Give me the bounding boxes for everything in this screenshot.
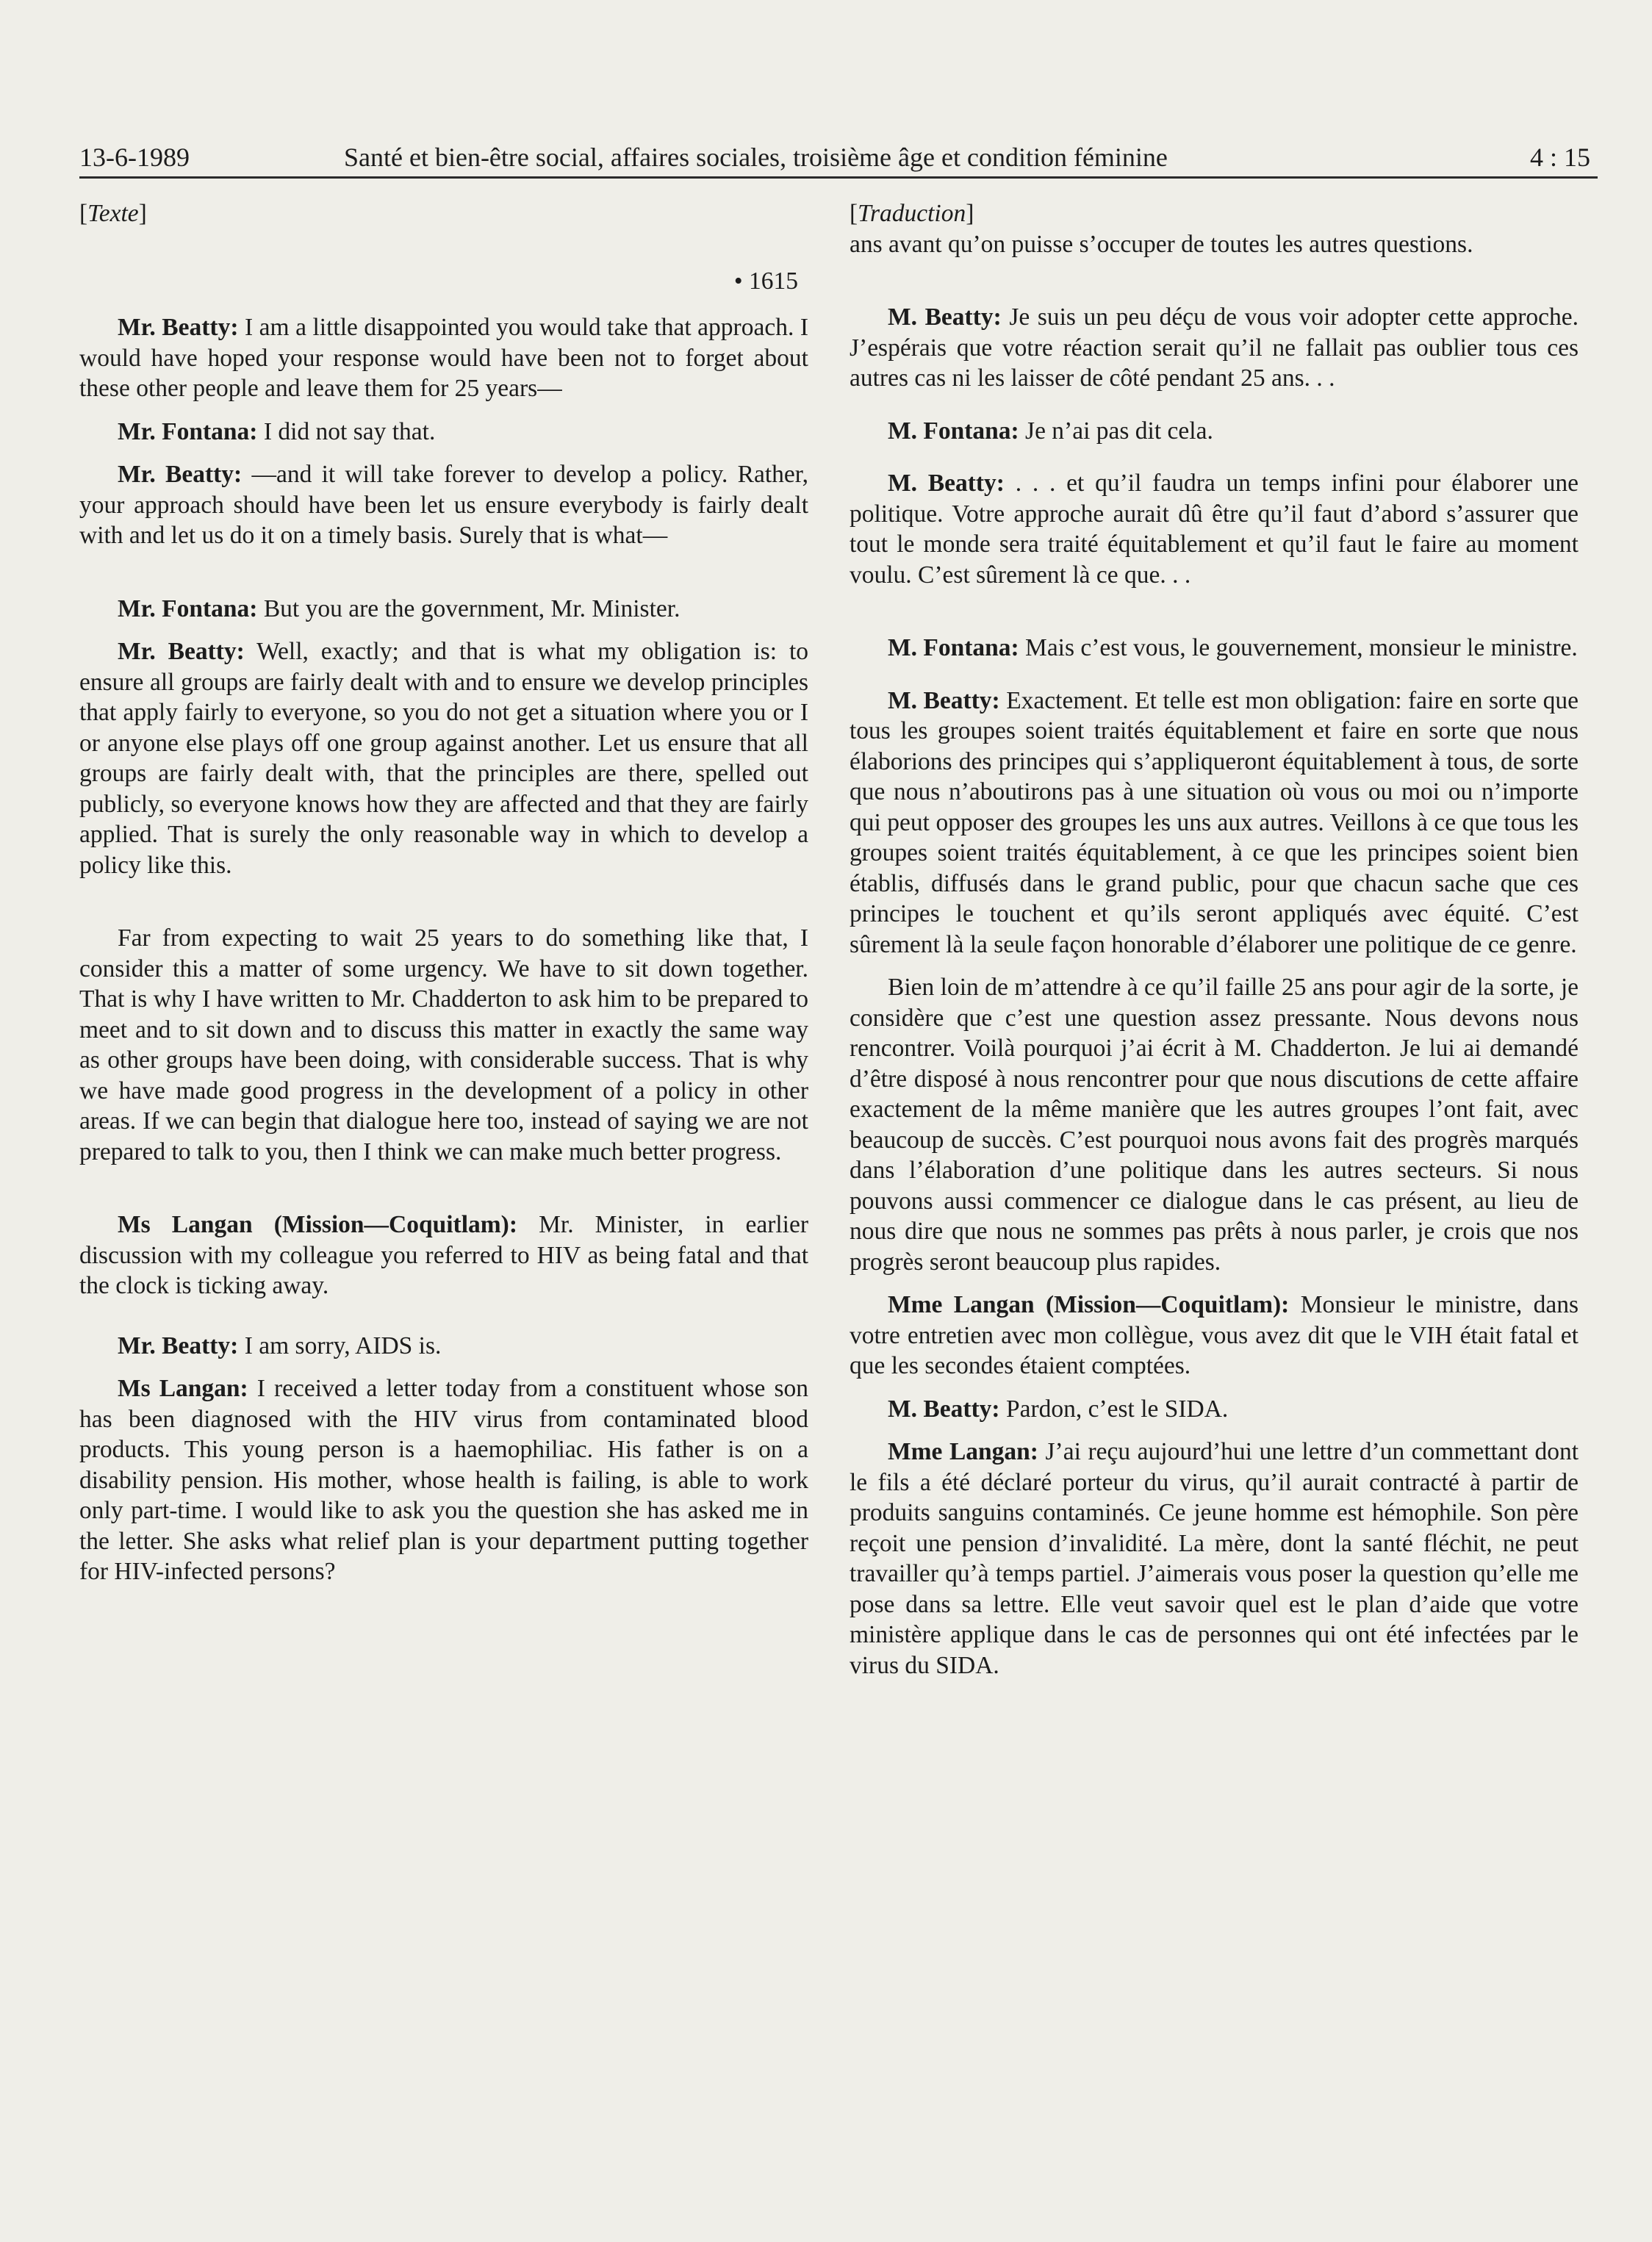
speaker: Ms Langan (Mission—Coquitlam): — [118, 1211, 517, 1238]
paragraph: Bien loin de m’attendre à ce qu’il faille 25 ans pour agir de la sorte, je considère que c’est une question assez pressante. Nous devons nous rencontrer. Voilà pourquoi j’ai écrit à M. Chadderton. Je lui ai demandé d’être disposé à nous rencontrer pour que nous discutions de cette affaire exactement de la même manière que les autres groupes l’ont fait, avec beaucoup de succès. C’est pourquoi nous avons fait des progrès marqués dans l’élaboration d’une politique dans les autres secteurs. Si nous pouvons aussi commencer ce dialogue dans le cas présent, au lieu de nous dire que nous ne sommes pas prêts à nous parler, je crois que nos progrès seront beaucoup plus rapides. — [850, 974, 1579, 1276]
speaker: Mr. Beatty: — [118, 638, 245, 665]
speaker: Mr. Fontana: — [118, 417, 258, 445]
paragraph: Mr. Beatty: Well, exactly; and that is what my obligation is: to ensure all groups are fairly dealt with and to ensure we develop principles that apply fairly to everyone, so you do not get a situation where you or I or anyone else plays off one group against another. Let us ensure that all groups are fairly dealt with, that the principles are there, spelled out publicly, so everyone knows how they are affected and that they are fairly applied. That is surely the only reasonable way in which to develop a policy like this. — [79, 638, 808, 879]
paragraph: M. Beatty: Pardon, c’est le SIDA. — [888, 1395, 1229, 1423]
header-rule — [79, 176, 1598, 179]
speaker: M. Beatty: — [888, 470, 1005, 497]
header-page-number: 4 : 15 — [1529, 143, 1590, 172]
speaker: Mme Langan (Mission—Coquitlam): — [888, 1291, 1290, 1318]
speaker: M. Fontana: — [888, 634, 1019, 661]
paragraph: Mme Langan (Mission—Coquitlam): Monsieur le ministre, dans votre entretien avec mon collègue, vous avez dit que le VIH était fatal et que les secondes étaient comptées. — [850, 1291, 1579, 1379]
page-header — [79, 138, 1598, 176]
header-title: Santé et bien-être social, affaires sociales, troisième âge et condition féminine — [344, 143, 1168, 172]
speaker: Mr. Beatty: — [118, 461, 243, 488]
english-column — [79, 198, 808, 1600]
time-marker: • 1615 — [733, 267, 798, 295]
paragraph: ans avant qu’on puisse s’occuper de toutes les autres questions. — [850, 230, 1473, 258]
speaker: Ms Langan: — [118, 1375, 248, 1402]
speaker: M. Fontana: — [888, 417, 1019, 445]
paragraph: Mr. Beatty: I am sorry, AIDS is. — [118, 1332, 442, 1359]
french-label: [Traduction] — [850, 200, 974, 227]
speaker: Mr. Fontana: — [118, 594, 258, 622]
paragraph: Mr. Fontana: I did not say that. — [118, 417, 436, 445]
paragraph: Ms Langan (Mission—Coquitlam): Mr. Minister, in earlier discussion with my colleague you referred to HIV as being fatal and that the clock is ticking away. — [79, 1211, 808, 1299]
french-column — [850, 198, 1579, 1693]
paragraph: M. Beatty: Je suis un peu déçu de vous voir adopter cette approche. J’espérais que votre réaction serait qu’il ne fallait pas oublier tous ces autres cas ni les laisser de côté pendant 25 ans. . . — [850, 303, 1579, 392]
paragraph: Mr. Beatty: —and it will take forever to develop a policy. Rather, your approach should have been let us ensure everybody is fairly dealt with and let us do it on a timely basis. Surely that is what— — [79, 461, 808, 549]
paragraph: Mme Langan: J’ai reçu aujourd’hui une lettre d’un commettant dont le fils a été déclaré porteur du virus, qu’il aurait contracté à partir de produits sanguins contaminés. Ce jeune homme est hémophile. Son père reçoit une pension d’invalidité. La mère, dont la santé fléchit, ne peut travailler qu’à temps partiel. J’aimerais vous poser la question qu’elle me pose dans sa lettre. Elle veut savoir quel est le plan d’aide que votre ministère applique dans le cas de personnes qui ont été infectées par le virus du SIDA. — [850, 1438, 1579, 1679]
speaker: M. Beatty: — [888, 1395, 1000, 1423]
paragraph: M. Beatty: . . . et qu’il faudra un temps infini pour élaborer une politique. Votre approche aurait dû être qu’il faut d’abord s’assurer que tout le monde sera traité équitablement et qu’il faut le faire au moment voulu. C’est sûrement là ce que. . . — [850, 470, 1579, 589]
paragraph: M. Beatty: Exactement. Et telle est mon obligation: faire en sorte que tous les groupes soient traités équitablement et faire en sorte que nous élaborions des principes qui s’appliqueront équitablement à tous, de sorte que nous n’aboutirons pas à une situation où vous ou moi ou n’importe qui peut opposer des groupes les uns aux autres. Veillons à ce que tous les groupes soient traités équitablement, à ce que les principes soient bien établis, diffusés dans le grand public, pour que chacun sache que ces principes le touchent et qu’ils seront appliqués avec équité. C’est sûrement là la seule façon honorable d’élaborer une politique de ce genre. — [850, 686, 1579, 958]
header-date: 13-6-1989 — [79, 143, 190, 172]
paragraph: Mr. Beatty: I am a little disappointed you would take that approach. I would have hoped your response would have been not to forget about these other people and leave them for 25 years— — [79, 314, 808, 402]
speaker: Mme Langan: — [888, 1438, 1038, 1465]
paragraph: M. Fontana: Je n’ai pas dit cela. — [888, 417, 1213, 445]
paragraph: Mr. Fontana: But you are the government, Mr. Minister. — [118, 594, 680, 622]
speaker: M. Beatty: — [888, 686, 1000, 714]
speaker: Mr. Beatty: — [118, 314, 239, 341]
speaker: M. Beatty: — [888, 303, 1002, 331]
paragraph: M. Fontana: Mais c’est vous, le gouvernement, monsieur le ministre. — [888, 634, 1578, 661]
paragraph: Ms Langan: I received a letter today from a constituent whose son has been diagnosed with the HIV virus from contaminated blood products. This young person is a haemophiliac. His father is on a disability pension. His mother, whose health is failing, is able to work only part-time. I would like to ask you the question she has asked me in the letter. She asks what relief plan is your department putting together for HIV-infected persons? — [79, 1375, 808, 1585]
english-label: [Texte] — [79, 200, 147, 227]
speaker: Mr. Beatty: — [118, 1332, 239, 1359]
paragraph: Far from expecting to wait 25 years to do something like that, I consider this a matter of some urgency. We have to sit down together. That is why I have written to Mr. Chadderton to ask him to be prepared to meet and to sit down and to discuss this matter in exactly the same way as other groups have been doing, with considerable success. That is why we have made good progress in the development of a policy in other areas. If we can begin that dialogue here too, instead of saying we are not prepared to talk to you, then I think we can make much better progress. — [79, 924, 808, 1165]
